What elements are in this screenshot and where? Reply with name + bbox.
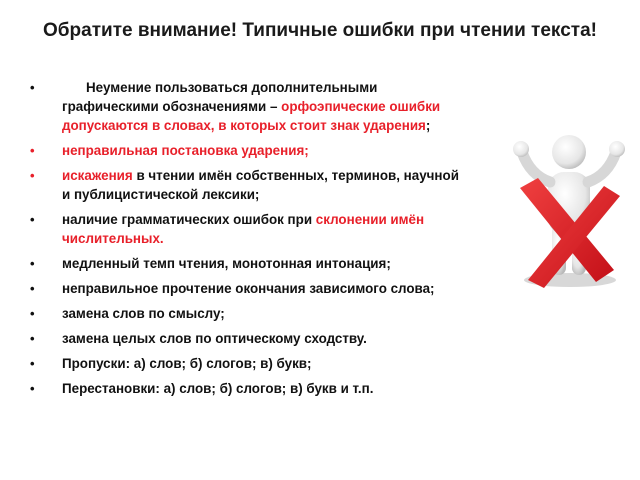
- list-item: [30, 78, 470, 135]
- list-item-text: замена целых слов по оптическому сходству.: [62, 331, 367, 346]
- person-hand-left: [513, 141, 529, 157]
- list-item: [30, 279, 470, 298]
- list-item-text: наличие грамматических ошибок при: [62, 212, 316, 227]
- list-item: [30, 254, 470, 273]
- list-item-text: в чтении имён собственных, терминов, научной и публицистической лексики;: [62, 168, 459, 202]
- slide-title: Обратите внимание! Типичные ошибки при чтении текста!: [43, 20, 597, 41]
- bullet-icon: •: [30, 381, 35, 396]
- list-item-highlight: орфоэпические ошибки допускаются в словах, в которых стоит знак ударения: [62, 99, 441, 133]
- list-item-text: Неумение пользоваться дополнительными графическими обозначениями –: [62, 80, 378, 114]
- list-item-highlight: неправильная постановка ударения;: [62, 143, 309, 158]
- list-item: [30, 304, 470, 323]
- list-item: [30, 329, 470, 348]
- bullet-icon: •: [30, 212, 35, 227]
- bullet-icon: •: [30, 168, 35, 183]
- bullet-icon: •: [30, 306, 35, 321]
- bullet-icon: •: [30, 80, 35, 95]
- bullet-icon: •: [30, 356, 35, 371]
- list-item: [30, 379, 470, 398]
- list-item: [30, 354, 470, 373]
- person-arm-left: [522, 152, 550, 182]
- list-item-text: Перестановки: а) слов; б) слогов; в) букв и т.п.: [62, 381, 374, 396]
- bullet-icon: •: [30, 256, 35, 271]
- person-hand-right: [609, 141, 625, 157]
- list-item-text: Пропуски: а) слов; б) слогов; в) букв;: [62, 356, 312, 371]
- list-item-text: неправильное прочтение окончания зависимого слова;: [62, 281, 435, 296]
- list-item-text: замена слов по смыслу;: [62, 306, 225, 321]
- person-with-red-x-icon: [508, 130, 628, 290]
- list-item-text: медленный темп чтения, монотонная интонация;: [62, 256, 391, 271]
- bullet-icon: •: [30, 281, 35, 296]
- bullet-icon: •: [30, 143, 35, 158]
- person-with-red-x-svg: [508, 130, 628, 290]
- list-item: [30, 141, 470, 160]
- person-arm-right: [588, 152, 616, 182]
- list-item-highlight: искажения: [62, 168, 133, 183]
- list-item-highlight: склонении имён числительных.: [62, 212, 425, 246]
- list-item: [30, 210, 470, 248]
- error-list: [30, 78, 470, 404]
- list-item-suffix: ;: [425, 118, 431, 133]
- person-head: [552, 135, 586, 169]
- bullet-icon: •: [30, 331, 35, 346]
- list-item: [30, 166, 470, 204]
